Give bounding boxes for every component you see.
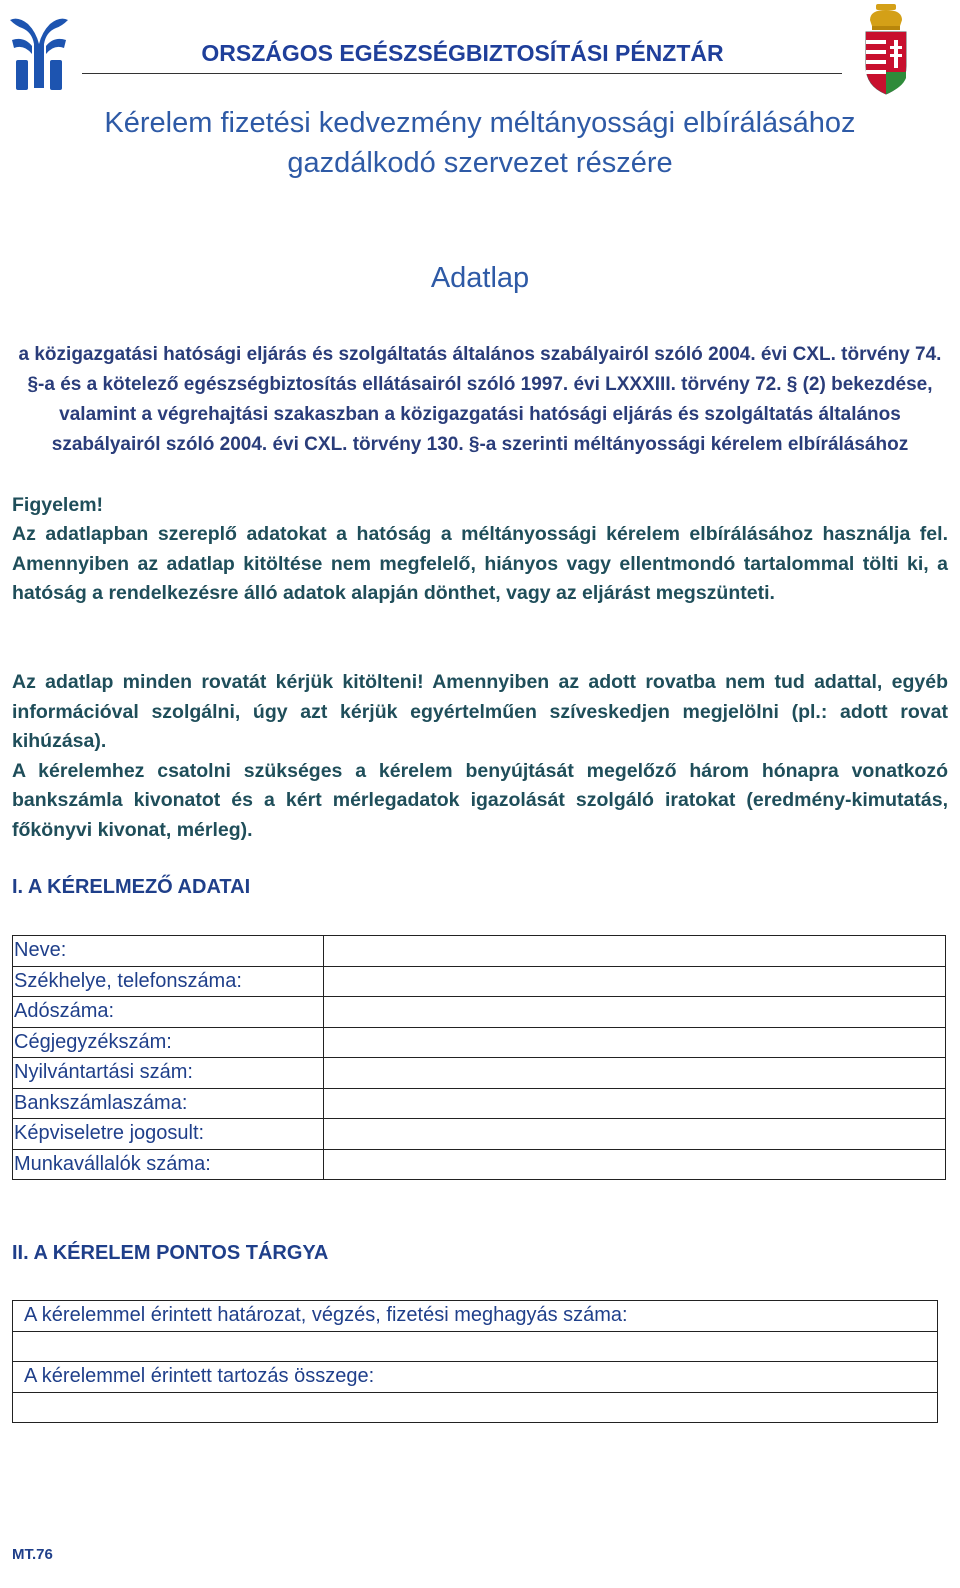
table-row — [13, 1392, 938, 1423]
field-input-tax-number[interactable] — [324, 997, 946, 1028]
field-label-company-registry: Cégjegyzékszám: — [13, 1027, 324, 1058]
field-input-company-registry[interactable] — [324, 1027, 946, 1058]
warning-text: Az adatlapban szereplő adatokat a hatóság a méltányossági kérelem elbírálásához használja fel. Amennyiben az adatlap kitöltése nem megfelelő, hiányos vagy ellentmondó tartalommal tölti ki, a hatóság a rendelkezésre álló adatok alapján dönthet, vagy az eljárást megszünteti. — [12, 523, 948, 604]
hungarian-coat-of-arms-icon — [862, 2, 910, 96]
section-1-title: I. A KÉRELMEZŐ ADATAI — [12, 876, 251, 898]
field-label-seat-phone: Székhelye, telefonszáma: — [13, 966, 324, 997]
header-divider — [82, 73, 842, 74]
field-label-debt-amount: A kérelemmel érintett tartozás összege: — [13, 1362, 938, 1393]
field-input-employee-count[interactable] — [324, 1149, 946, 1180]
table-row — [13, 1331, 938, 1362]
table-row — [13, 1119, 946, 1150]
field-label-employee-count: Munkavállalók száma: — [13, 1149, 324, 1180]
applicant-data-table — [12, 935, 946, 1180]
oep-logo-icon — [6, 14, 72, 96]
table-row — [13, 1301, 938, 1332]
field-input-debt-amount[interactable] — [13, 1392, 938, 1423]
section-2-title: II. A KÉRELEM PONTOS TÁRGYA — [12, 1242, 329, 1264]
document-title — [0, 103, 960, 183]
datasheet-heading: Adatlap — [430, 262, 530, 294]
table-row — [13, 997, 946, 1028]
table-row — [13, 1027, 946, 1058]
organization-name: ORSZÁGOS EGÉSZSÉGBIZTOSÍTÁSI PÉNZTÁR — [201, 40, 724, 66]
form-code: MT.76 — [12, 1546, 53, 1563]
field-label-tax-number: Adószáma: — [13, 997, 324, 1028]
document-title-line1: Kérelem fizetési kedvezmény méltányossági elbírálásához — [104, 107, 856, 139]
instructions — [12, 668, 948, 845]
field-input-decision-number[interactable] — [13, 1331, 938, 1362]
field-input-representative[interactable] — [324, 1119, 946, 1150]
table-row — [13, 1362, 938, 1393]
instruction-paragraph-1: Az adatlap minden rovatát kérjük kitölteni! Amennyiben az adott rovatba nem tud adattal, egyéb információval szolgálni, úgy azt kérjük egyértelműen szíveskedjen megjelölni (pl.: adott rovat kihúzása). — [12, 671, 948, 752]
instruction-paragraph-2: A kérelemhez csatolni szükséges a kérelem benyújtását megelőző három hónapra vonatkozó bankszámla kivonatot és a kért mérlegadatok igazolását szolgáló iratokat (eredmény-kimutatás, főkönyvi kivonat, mérleg). — [12, 759, 948, 841]
field-label-name: Neve: — [13, 936, 324, 967]
field-label-representative: Képviseletre jogosult: — [13, 1119, 324, 1150]
table-row — [13, 1088, 946, 1119]
field-label-bank-account: Bankszámlaszáma: — [13, 1088, 324, 1119]
field-label-decision-number: A kérelemmel érintett határozat, végzés, fizetési meghagyás száma: — [13, 1301, 938, 1332]
field-label-registration-number: Nyilvántartási szám: — [13, 1058, 324, 1089]
legal-basis-text: a közigazgatási hatósági eljárás és szolgáltatás általános szabályairól szóló 2004. évi CXL. törvény 74. §-a és a kötelező egészségbiztosítás ellátásairól szóló 1997. évi LXXXIII. törvény 72. § (2) bekezdése, valamint a végrehajtási szakaszban a közigazgatási hatósági eljárás és szolgáltatás általános szabályairól szóló 2004. évi CXL. törvény 130. §-a szerinti méltányossági kérelem elbírálásához — [18, 344, 942, 455]
request-subject-table — [12, 1300, 938, 1423]
document-title-line2: gazdálkodó szervezet részére — [287, 147, 673, 179]
field-input-name[interactable] — [324, 936, 946, 967]
table-row — [13, 936, 946, 967]
warning-title: Figyelem! — [12, 494, 104, 516]
field-input-registration-number[interactable] — [324, 1058, 946, 1089]
table-row — [13, 966, 946, 997]
table-row — [13, 1149, 946, 1180]
table-row — [13, 1058, 946, 1089]
field-input-seat-phone[interactable] — [324, 966, 946, 997]
field-input-bank-account[interactable] — [324, 1088, 946, 1119]
